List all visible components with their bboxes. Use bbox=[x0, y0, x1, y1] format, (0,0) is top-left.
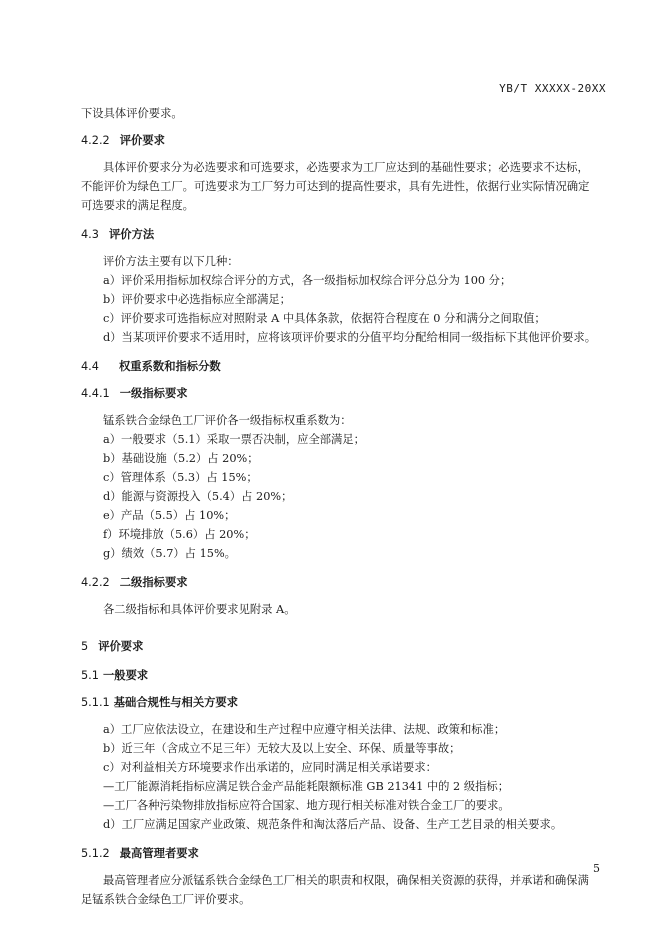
document-code: YB/T XXXXX-20XX bbox=[499, 82, 606, 95]
section-title: 权重系数和指标分数 bbox=[119, 360, 221, 373]
list-item: b）基础设施（5.2）占 20%； bbox=[103, 452, 259, 465]
paragraph: 评价方法主要有以下几种： bbox=[103, 255, 239, 268]
section-number: 4.4 bbox=[81, 360, 99, 373]
paragraph: 足锰系铁合金绿色工厂评价要求。 bbox=[81, 893, 251, 906]
section-heading-4-4-2 bbox=[81, 573, 601, 592]
section-number: 4.2.2 bbox=[81, 576, 110, 589]
section-heading-4-3 bbox=[81, 225, 601, 244]
section-heading-5-1-1 bbox=[81, 693, 601, 712]
section-number: 5.1 bbox=[81, 669, 99, 682]
section-number: 5.1.2 bbox=[81, 847, 110, 860]
section-number: 4.2.2 bbox=[81, 134, 110, 147]
section-title: 基础合规性与相关方要求 bbox=[113, 696, 239, 709]
section-title: 二级指标要求 bbox=[119, 576, 188, 589]
list-item: a）一般要求（5.1）采取一票否决制，应全部满足； bbox=[103, 433, 365, 446]
section-number: 5 bbox=[81, 640, 89, 653]
list-item: d）能源与资源投入（5.4）占 20%； bbox=[103, 490, 293, 503]
section-heading-5-1-2 bbox=[81, 844, 601, 863]
paragraph: 下设具体评价要求。 bbox=[81, 107, 183, 120]
list-item: d）工厂应满足国家产业政策、规范条件和淘汰落后产品、设备、生产工艺目录的相关要求。 bbox=[103, 818, 563, 831]
section-title: 最高管理者要求 bbox=[119, 847, 199, 860]
list-item: a）评价采用指标加权综合评分的方式，各一级指标加权综合评分总分为 100 分； bbox=[103, 274, 512, 287]
section-heading-4-4 bbox=[81, 357, 601, 376]
section-title: 一般要求 bbox=[102, 669, 149, 682]
paragraph: 不能评价为绿色工厂。可选要求为工厂努力可达到的提高性要求，具有先进性，依据行业实际情况确定 bbox=[81, 180, 590, 193]
list-item: a）工厂应依法设立，在建设和生产过程中应遵守相关法律、法规、政策和标准； bbox=[103, 723, 506, 736]
section-number: 5.1.1 bbox=[81, 696, 110, 709]
section-heading-4-4-1 bbox=[81, 384, 601, 403]
section-heading-5-1 bbox=[81, 666, 601, 685]
list-item: c）管理体系（5.3）占 15%； bbox=[103, 471, 258, 484]
list-item: f）环境排放（5.6）占 20%； bbox=[103, 528, 256, 541]
list-item: d）当某项评价要求不适用时，应将该项评价要求的分值平均分配给相同一级指标下其他评价要求。 bbox=[103, 331, 597, 344]
list-item: c）评价要求可选指标应对照附录 A 中具体条款，依据符合程度在 0 分和满分之间取值； bbox=[103, 312, 546, 325]
section-title: 评价方法 bbox=[108, 228, 155, 241]
paragraph: 锰系铁合金绿色工厂评价各一级指标权重系数为： bbox=[103, 414, 352, 427]
document-body bbox=[81, 104, 601, 909]
section-title: 评价要求 bbox=[119, 134, 165, 147]
paragraph: 各二级指标和具体评价要求见附录 A。 bbox=[103, 603, 296, 616]
section-heading-4-2-2 bbox=[81, 131, 601, 150]
page-number: 5 bbox=[593, 862, 600, 875]
paragraph: 最高管理者应分派锰系铁合金绿色工厂相关的职责和权限，确保相关资源的获得，并承诺和确保满 bbox=[103, 874, 589, 887]
section-heading-5 bbox=[81, 637, 601, 656]
list-item: b）评价要求中必选指标应全部满足； bbox=[103, 293, 291, 306]
list-item: —工厂能源消耗指标应满足铁合金产品能耗限额标准 GB 21341 中的 2 级指标； bbox=[103, 780, 510, 793]
list-item: —工厂各种污染物排放指标应符合国家、地方现行相关标准对铁合金工厂的要求。 bbox=[103, 799, 510, 812]
paragraph: 具体评价要求分为必选要求和可选要求，必选要求为工厂应达到的基础性要求；必选要求不达标， bbox=[103, 161, 589, 174]
paragraph: 可选要求的满足程度。 bbox=[81, 199, 194, 212]
list-item: e）产品（5.5）占 10%； bbox=[103, 509, 236, 522]
list-item: c）对利益相关方环境要求作出承诺的，应同时满足相关承诺要求： bbox=[103, 761, 437, 774]
list-item: g）绩效（5.7）占 15%。 bbox=[103, 547, 236, 560]
list-item: b）近三年（含成立不足三年）无较大及以上安全、环保、质量等事故； bbox=[103, 742, 461, 755]
section-number: 4.4.1 bbox=[81, 387, 110, 400]
section-number: 4.3 bbox=[81, 228, 99, 241]
section-title: 一级指标要求 bbox=[119, 387, 188, 400]
section-title: 评价要求 bbox=[98, 640, 144, 653]
